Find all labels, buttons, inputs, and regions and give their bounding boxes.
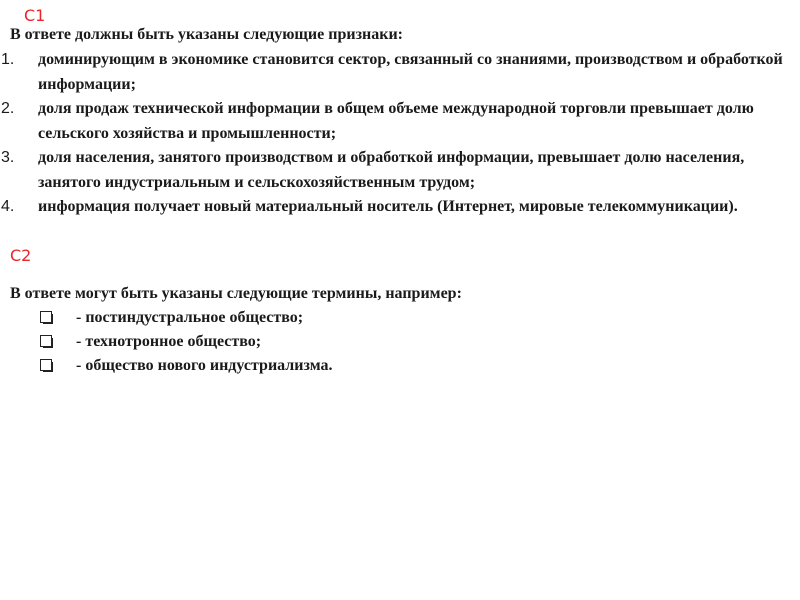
c1-intro-text: В ответе должны быть указаны следующие признаки: [10, 26, 403, 43]
list-item [0, 97, 790, 146]
c2-intro-text: В ответе могут быть указаны следующие термины, например: [10, 285, 462, 302]
checkbox-bullet-icon [40, 335, 52, 347]
checkbox-bullet-icon [40, 311, 52, 323]
list-item-text: - технотронное общество; [76, 333, 262, 350]
section-tag-c1: C1 [24, 6, 46, 25]
list-item-text: доминирующим в экономике становится сектор, связанный со знаниями, производством и обработкой информации; [38, 51, 783, 93]
list-item [40, 354, 332, 378]
list-item-text: - постиндустральное общество; [76, 309, 304, 326]
c1-numbered-list [0, 48, 790, 220]
list-item-text: доля населения, занятого производством и обработкой информации, превышает долю населения, занятого индустриальным и сельскохозяйственным трудом; [38, 149, 745, 191]
list-item [0, 195, 790, 220]
list-item [0, 146, 790, 195]
list-item-number: 4. [1, 198, 15, 215]
c2-bullet-list [40, 306, 332, 378]
list-item [40, 306, 332, 330]
list-item-text: - общество нового индустриализма. [76, 357, 333, 374]
list-item-number: 2. [1, 100, 15, 117]
list-item [40, 330, 332, 354]
list-item-text: доля продаж технической информации в общем объеме международной торговли превышает долю сельского хозяйства и промышленности; [38, 100, 754, 142]
list-item [0, 48, 790, 97]
list-item-number: 1. [1, 51, 15, 68]
checkbox-bullet-icon [40, 359, 52, 371]
section-tag-c2: C2 [10, 246, 32, 265]
list-item-text: информация получает новый материальный носитель (Интернет, мировые телекоммуникации). [38, 198, 738, 215]
list-item-number: 3. [1, 149, 15, 166]
